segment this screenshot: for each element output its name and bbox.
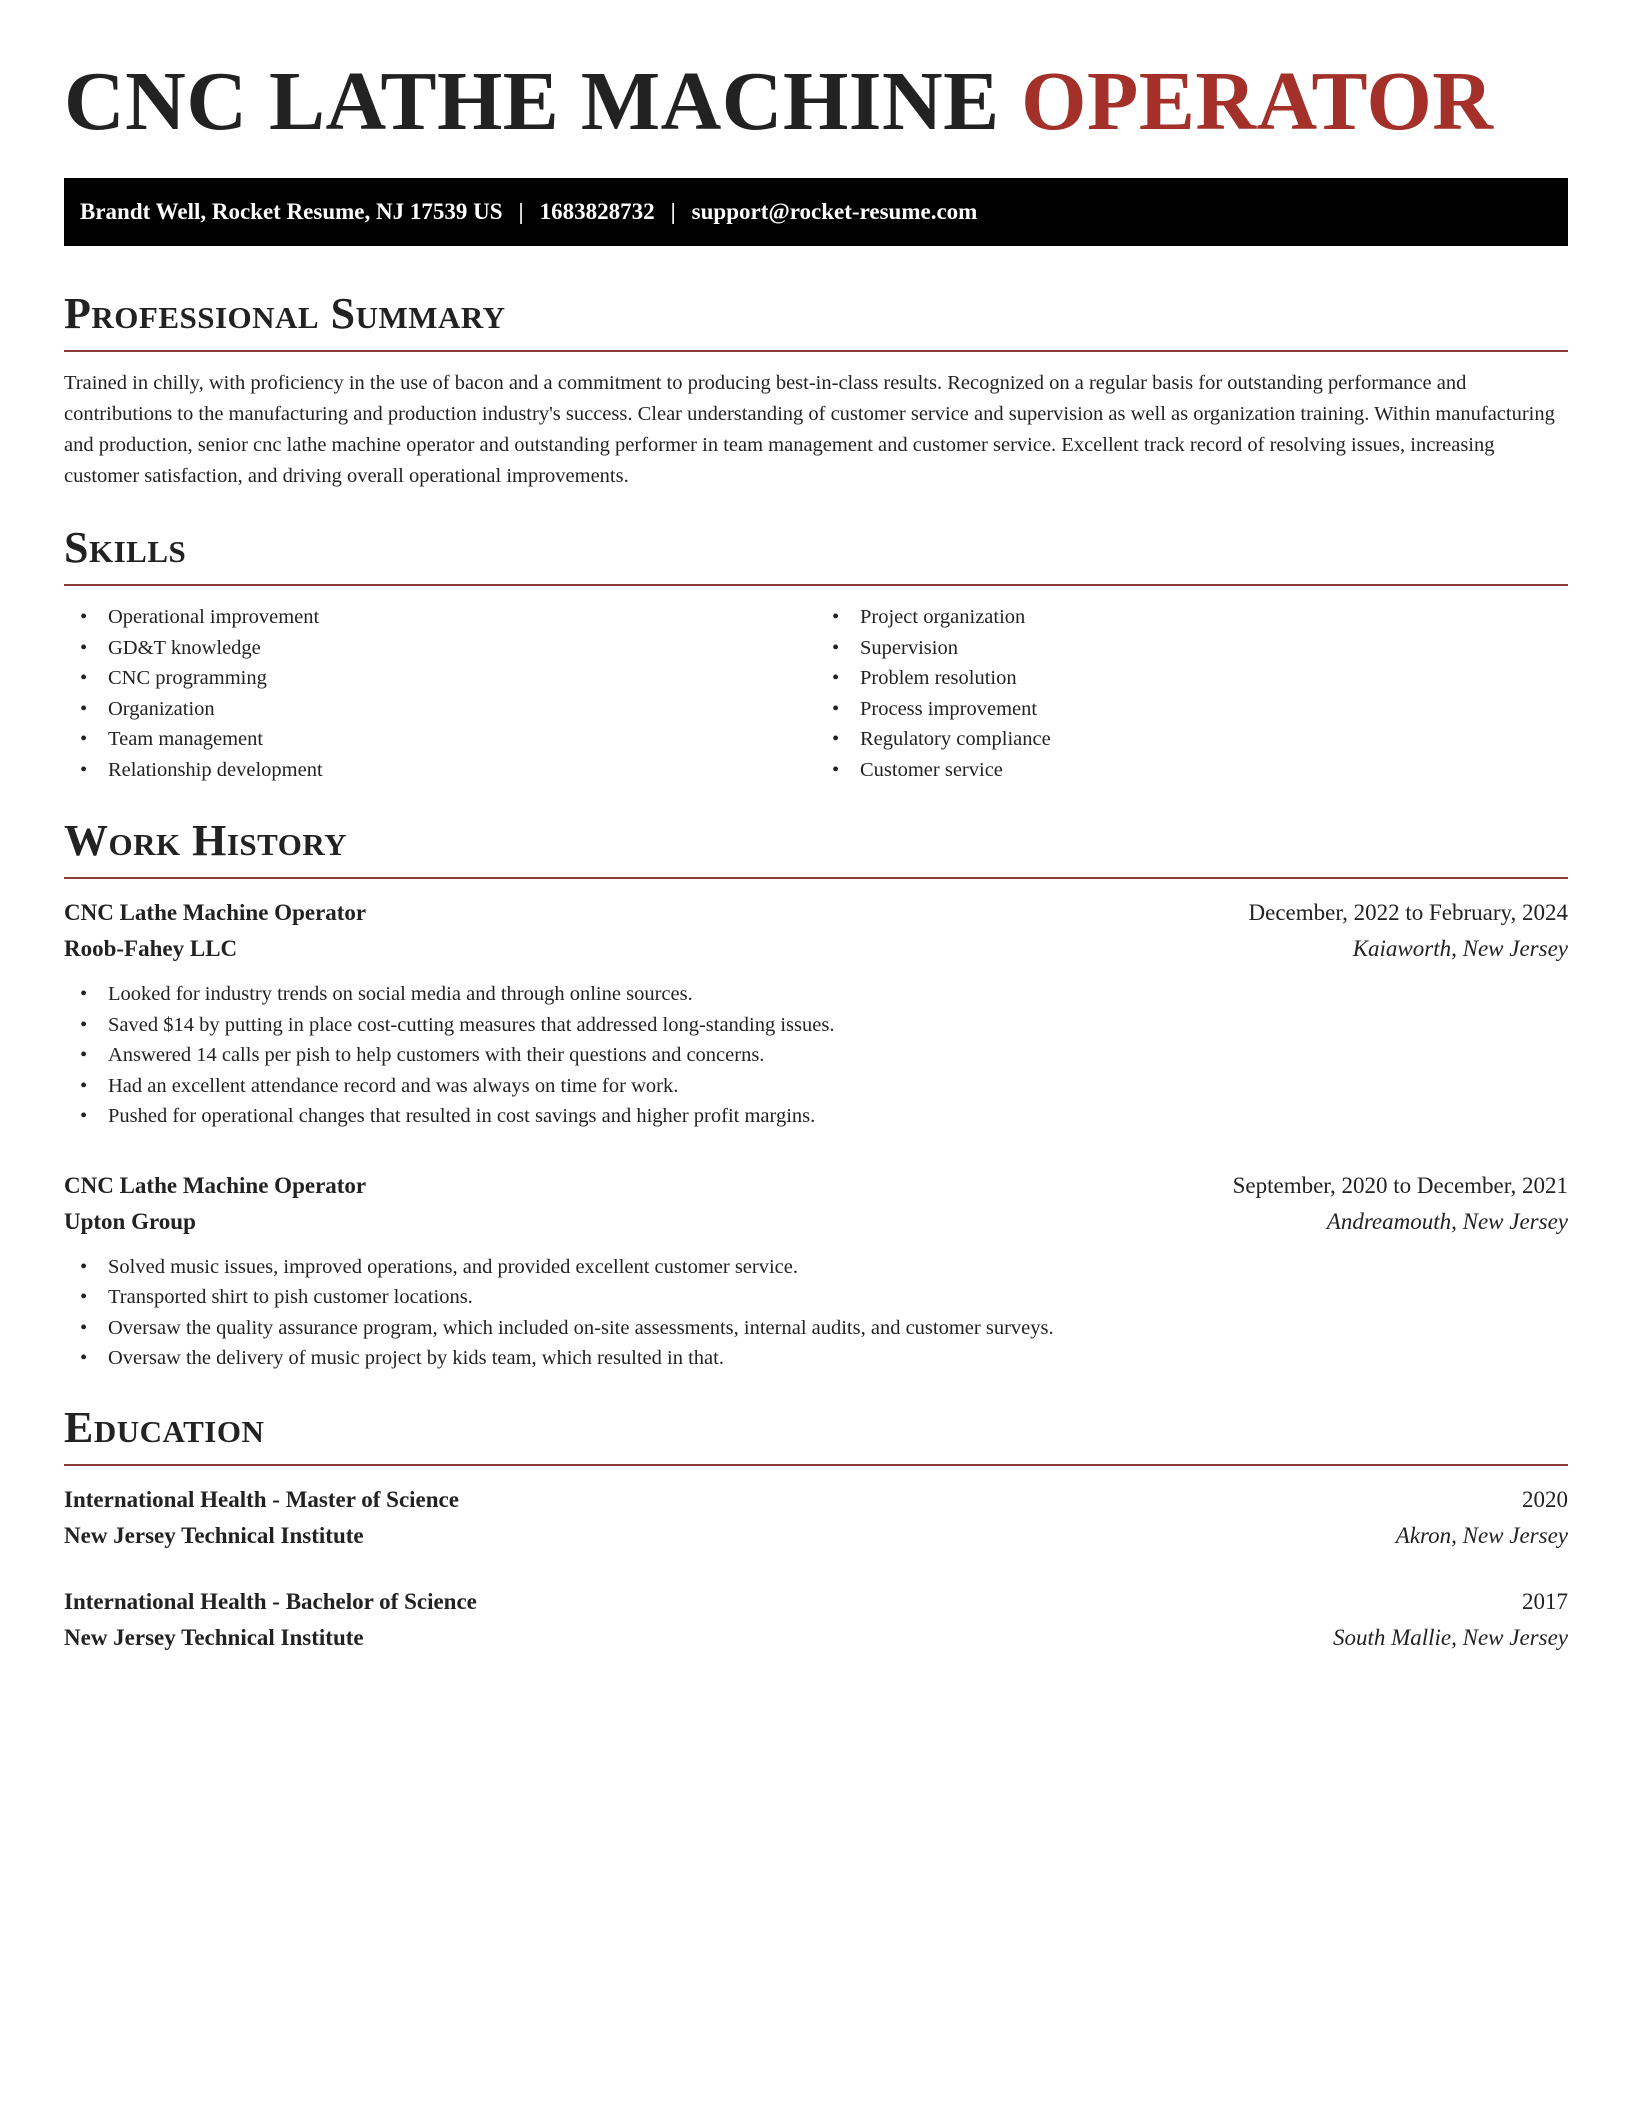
education-degree-row [64, 1584, 1568, 1620]
job-header-row [64, 1168, 1568, 1204]
skill-item [64, 663, 816, 694]
skill-label: GD&T knowledge [108, 636, 261, 659]
skill-item [64, 724, 816, 755]
skill-item [64, 602, 816, 633]
skill-label: Process improvement [860, 697, 1038, 720]
skill-item [816, 694, 1568, 725]
education-section [64, 1404, 1568, 1656]
summary-heading: Professional Summary [64, 289, 506, 338]
skill-label: Supervision [860, 636, 958, 659]
skill-label: Operational improvement [108, 606, 320, 628]
bullet-icon: • [80, 636, 88, 659]
education-heading: Education [64, 1402, 265, 1452]
skills-section [64, 524, 1568, 785]
contact-bar [64, 178, 1568, 246]
job-bullet-text: Pushed for operational changes that resulted in cost savings and higher profit margins. [108, 1105, 816, 1127]
skills-heading: Skills [64, 523, 187, 572]
bullet-icon: • [80, 1255, 88, 1278]
job-title: CNC Lathe Machine Operator [64, 1172, 367, 1198]
job-entry [64, 895, 1568, 1132]
skill-label: Customer service [860, 758, 1003, 781]
job-dates: September, 2020 to December, 2021 [1232, 1172, 1568, 1198]
contact-email: support@rocket-resume.com [691, 199, 978, 224]
contact-separator: | [518, 199, 524, 224]
job-bullet [64, 1040, 1568, 1071]
resume-title-accent: OPERATOR [1021, 55, 1494, 148]
bullet-icon: • [80, 728, 88, 750]
education-year: 2020 [1522, 1486, 1568, 1512]
bullet-icon: • [80, 1044, 88, 1066]
job-company: Roob-Fahey LLC [64, 936, 238, 961]
job-bullet [64, 1252, 1568, 1283]
job-bullet [64, 1282, 1568, 1313]
bullet-icon: • [80, 1286, 88, 1308]
contact-separator: | [670, 199, 676, 224]
skill-item [64, 755, 816, 786]
bullet-icon: • [80, 1074, 88, 1097]
skill-label: CNC programming [108, 667, 267, 689]
education-degree: International Health - Bachelor of Science [64, 1588, 477, 1614]
contact-address: Brandt Well, Rocket Resume, NJ 17539 US [80, 199, 503, 224]
skill-item [816, 724, 1568, 755]
skill-label: Relationship development [108, 758, 323, 781]
bullet-icon: • [80, 1105, 88, 1127]
job-bullet [64, 1343, 1568, 1374]
skill-label: Organization [108, 697, 215, 720]
bullet-icon: • [832, 667, 840, 689]
skill-item [64, 694, 816, 725]
resume-title-main: CNC LATHE MACHINE [64, 55, 1000, 148]
education-degree: International Health - Master of Science [64, 1486, 459, 1512]
skill-label: Project organization [860, 606, 1026, 628]
skills-list-left [64, 602, 816, 785]
job-company-row [64, 1204, 1568, 1240]
job-location: Andreamouth, New Jersey [1326, 1208, 1568, 1234]
job-company: Upton Group [64, 1208, 196, 1234]
education-location: South Mallie, New Jersey [1332, 1624, 1568, 1650]
summary-text: Trained in chilly, with proficiency in the use of bacon and a commitment to producing best-in-class results. Recognized on a regular basis for outstanding performance and contributions to the manufacturing and production industry's success. Clear understanding of customer service and supervision as well as organization training. Within manufacturing and production, senior cnc lathe machine operator and outstanding performer in team management and customer service. Excellent track record of resolving issues, increasing customer satisfaction, and driving overall operational improvements. [64, 372, 1555, 487]
resume-title [64, 52, 1568, 152]
job-bullet [64, 1313, 1568, 1344]
skill-label: Team management [108, 728, 264, 750]
job-bullet-text: Oversaw the delivery of music project by kids team, which resulted in that. [108, 1347, 724, 1369]
education-degree-row [64, 1482, 1568, 1518]
section-divider [64, 877, 1568, 879]
job-company-row [64, 931, 1568, 967]
education-year: 2017 [1522, 1588, 1568, 1614]
bullet-icon: • [80, 606, 88, 628]
job-bullets [64, 979, 1568, 1132]
bullet-icon: • [832, 606, 840, 628]
job-bullet-text: Looked for industry trends on social media and through online sources. [108, 983, 693, 1005]
job-entry [64, 1168, 1568, 1374]
job-bullet-text: Oversaw the quality assurance program, which included on-site assessments, internal audits, and customer surveys. [108, 1316, 1054, 1339]
bullet-icon: • [832, 728, 840, 750]
skill-label: Regulatory compliance [860, 728, 1051, 750]
job-bullet-text: Had an excellent attendance record and was always on time for work. [108, 1074, 679, 1097]
bullet-icon: • [832, 636, 840, 659]
work-section [64, 817, 1568, 1374]
skills-grid [64, 602, 1568, 785]
job-bullet [64, 1101, 1568, 1132]
job-bullet-text: Solved music issues, improved operations, and provided excellent customer service. [108, 1255, 798, 1278]
skill-label: Problem resolution [860, 667, 1017, 689]
bullet-icon: • [832, 697, 840, 720]
job-bullet-text: Answered 14 calls per pish to help customers with their questions and concerns. [108, 1044, 765, 1066]
education-school: New Jersey Technical Institute [64, 1624, 364, 1650]
bullet-icon: • [832, 758, 840, 781]
bullet-icon: • [80, 1347, 88, 1369]
skill-item [816, 633, 1568, 664]
job-location: Kaiaworth, New Jersey [1352, 936, 1568, 961]
job-bullets [64, 1252, 1568, 1374]
bullet-icon: • [80, 758, 88, 781]
summary-section [64, 290, 1568, 492]
skill-item [816, 755, 1568, 786]
skill-item [816, 663, 1568, 694]
section-divider [64, 1464, 1568, 1466]
job-title: CNC Lathe Machine Operator [64, 900, 367, 925]
job-dates: December, 2022 to February, 2024 [1248, 900, 1568, 925]
education-entry [64, 1584, 1568, 1656]
work-heading: Work History [64, 816, 348, 865]
education-entry [64, 1482, 1568, 1554]
bullet-icon: • [80, 1013, 88, 1036]
job-bullet-text: Transported shirt to pish customer locations. [108, 1286, 473, 1308]
job-bullet [64, 1071, 1568, 1102]
bullet-icon: • [80, 697, 88, 720]
bullet-icon: • [80, 1316, 88, 1339]
job-header-row [64, 895, 1568, 931]
education-school: New Jersey Technical Institute [64, 1522, 364, 1548]
education-school-row [64, 1518, 1568, 1554]
job-bullet [64, 1010, 1568, 1041]
skill-item [816, 602, 1568, 633]
skill-item [64, 633, 816, 664]
bullet-icon: • [80, 667, 88, 689]
bullet-icon: • [80, 983, 88, 1005]
education-school-row [64, 1620, 1568, 1656]
education-location: Akron, New Jersey [1395, 1522, 1568, 1548]
job-bullet [64, 979, 1568, 1010]
section-divider [64, 350, 1568, 352]
contact-phone: 1683828732 [539, 199, 655, 224]
job-bullet-text: Saved $14 by putting in place cost-cutting measures that addressed long-standing issues. [108, 1013, 835, 1036]
skills-list-right [816, 602, 1568, 785]
section-divider [64, 584, 1568, 586]
